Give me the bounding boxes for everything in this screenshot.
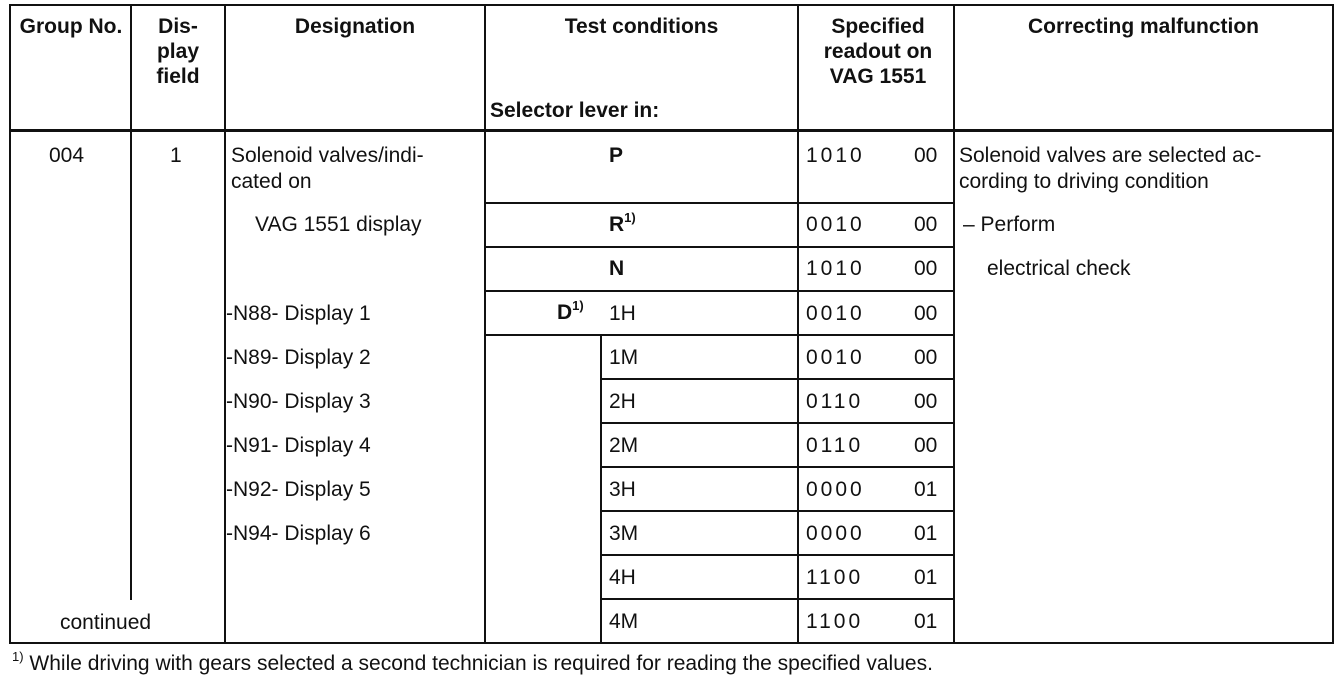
readout-bits: 1100 xyxy=(806,566,864,589)
designation-item: -N89- Display 2 xyxy=(226,346,371,369)
continued-label: continued xyxy=(60,611,152,634)
column-divider-readout xyxy=(953,4,955,644)
correcting-line-1: Solenoid valves are selected ac- xyxy=(959,144,1262,167)
table-border-right xyxy=(1332,4,1334,644)
gear-label: 3M xyxy=(609,522,639,545)
row-line xyxy=(797,334,955,336)
row-line xyxy=(797,290,955,292)
readout-bits: 0110 xyxy=(806,434,864,457)
footnote-mark: 1) xyxy=(12,649,24,664)
readout-bits: 0000 xyxy=(806,478,865,501)
table-border-bottom xyxy=(9,642,1334,644)
row-line xyxy=(797,598,955,600)
row-line xyxy=(797,202,955,204)
header-separator xyxy=(9,129,1334,132)
readout-suffix: 00 xyxy=(914,213,938,236)
row-line xyxy=(797,422,955,424)
row-line xyxy=(600,466,799,468)
row-line xyxy=(600,422,799,424)
column-divider-test xyxy=(797,4,799,644)
row-line xyxy=(797,510,955,512)
readout-bits: 0010 xyxy=(806,213,865,236)
row-line xyxy=(484,334,799,336)
gear-label: 4M xyxy=(609,610,639,633)
footnote-text: While driving with gears selected a second technician is required for reading the specified values. xyxy=(29,652,933,675)
table-border-top xyxy=(9,4,1334,6)
header-test-conditions: Test conditions xyxy=(564,15,719,38)
readout-bits: 1010 xyxy=(806,144,865,167)
row-line xyxy=(797,554,955,556)
designation-item: -N91- Display 4 xyxy=(226,434,371,457)
row-line xyxy=(600,378,799,380)
readout-suffix: 01 xyxy=(914,566,938,589)
header-selector-lever: Selector lever in: xyxy=(490,99,660,122)
readout-bits: 0110 xyxy=(806,390,864,413)
correcting-line-3: – Perform xyxy=(963,213,1056,236)
row-line xyxy=(484,246,799,248)
readout-suffix: 00 xyxy=(914,346,938,369)
display-field-value: 1 xyxy=(170,144,182,167)
selector-position-d: $D^{1)}$ xyxy=(557,298,584,324)
footnote xyxy=(12,649,933,676)
header-group-no: Group No. xyxy=(19,15,123,38)
gear-label: 1M xyxy=(609,346,639,369)
readout-suffix: 00 xyxy=(914,434,938,457)
row-line xyxy=(797,466,955,468)
row-line xyxy=(484,290,799,292)
readout-suffix: 01 xyxy=(914,610,938,633)
selector-position-r: $R^{1)}$ xyxy=(609,210,636,236)
header-specified-readout: Specified readout on VAG 1551 xyxy=(823,15,933,88)
gear-label: 3H xyxy=(609,478,636,501)
readout-bits: 0010 xyxy=(806,346,865,369)
readout-bits: 0000 xyxy=(806,522,865,545)
row-line xyxy=(797,378,955,380)
gear-label: 2H xyxy=(609,390,636,413)
correcting-line-4: electrical check xyxy=(987,257,1131,280)
designation-line-1: Solenoid valves/indi- xyxy=(231,144,424,167)
row-line xyxy=(600,598,799,600)
readout-suffix: 00 xyxy=(914,144,938,167)
designation-item: -N94- Display 6 xyxy=(226,522,371,545)
designation-line-2: cated on xyxy=(231,170,312,193)
designation-line-3: VAG 1551 display xyxy=(255,213,422,236)
readout-bits: 0010 xyxy=(806,302,865,325)
gear-label: 1H xyxy=(609,302,636,325)
designation-item: -N92- Display 5 xyxy=(226,478,371,501)
correcting-line-2: cording to driving condition xyxy=(959,170,1209,193)
gear-label: 4H xyxy=(609,566,636,589)
designation-item: -N88- Display 1 xyxy=(226,302,371,325)
row-line xyxy=(600,510,799,512)
readout-suffix: 01 xyxy=(914,522,938,545)
header-correcting-malfunction: Correcting malfunction xyxy=(1027,15,1259,38)
readout-suffix: 00 xyxy=(914,257,938,280)
readout-suffix: 00 xyxy=(914,390,938,413)
group-number: 004 xyxy=(49,144,85,167)
row-line xyxy=(600,554,799,556)
table-border-left xyxy=(9,4,11,644)
column-divider-designation xyxy=(484,4,486,644)
selector-position-n: N xyxy=(609,257,625,280)
header-display-field: Dis- play field xyxy=(156,15,200,88)
designation-item: -N90- Display 3 xyxy=(226,390,371,413)
row-line xyxy=(797,246,955,248)
readout-bits: 1100 xyxy=(806,610,864,633)
selector-position-p: P xyxy=(609,144,624,167)
column-divider-group xyxy=(130,4,132,600)
readout-suffix: 01 xyxy=(914,478,938,501)
header-designation: Designation xyxy=(294,15,416,38)
gear-label: 2M xyxy=(609,434,639,457)
readout-suffix: 00 xyxy=(914,302,938,325)
row-line xyxy=(484,202,799,204)
readout-bits: 1010 xyxy=(806,257,865,280)
